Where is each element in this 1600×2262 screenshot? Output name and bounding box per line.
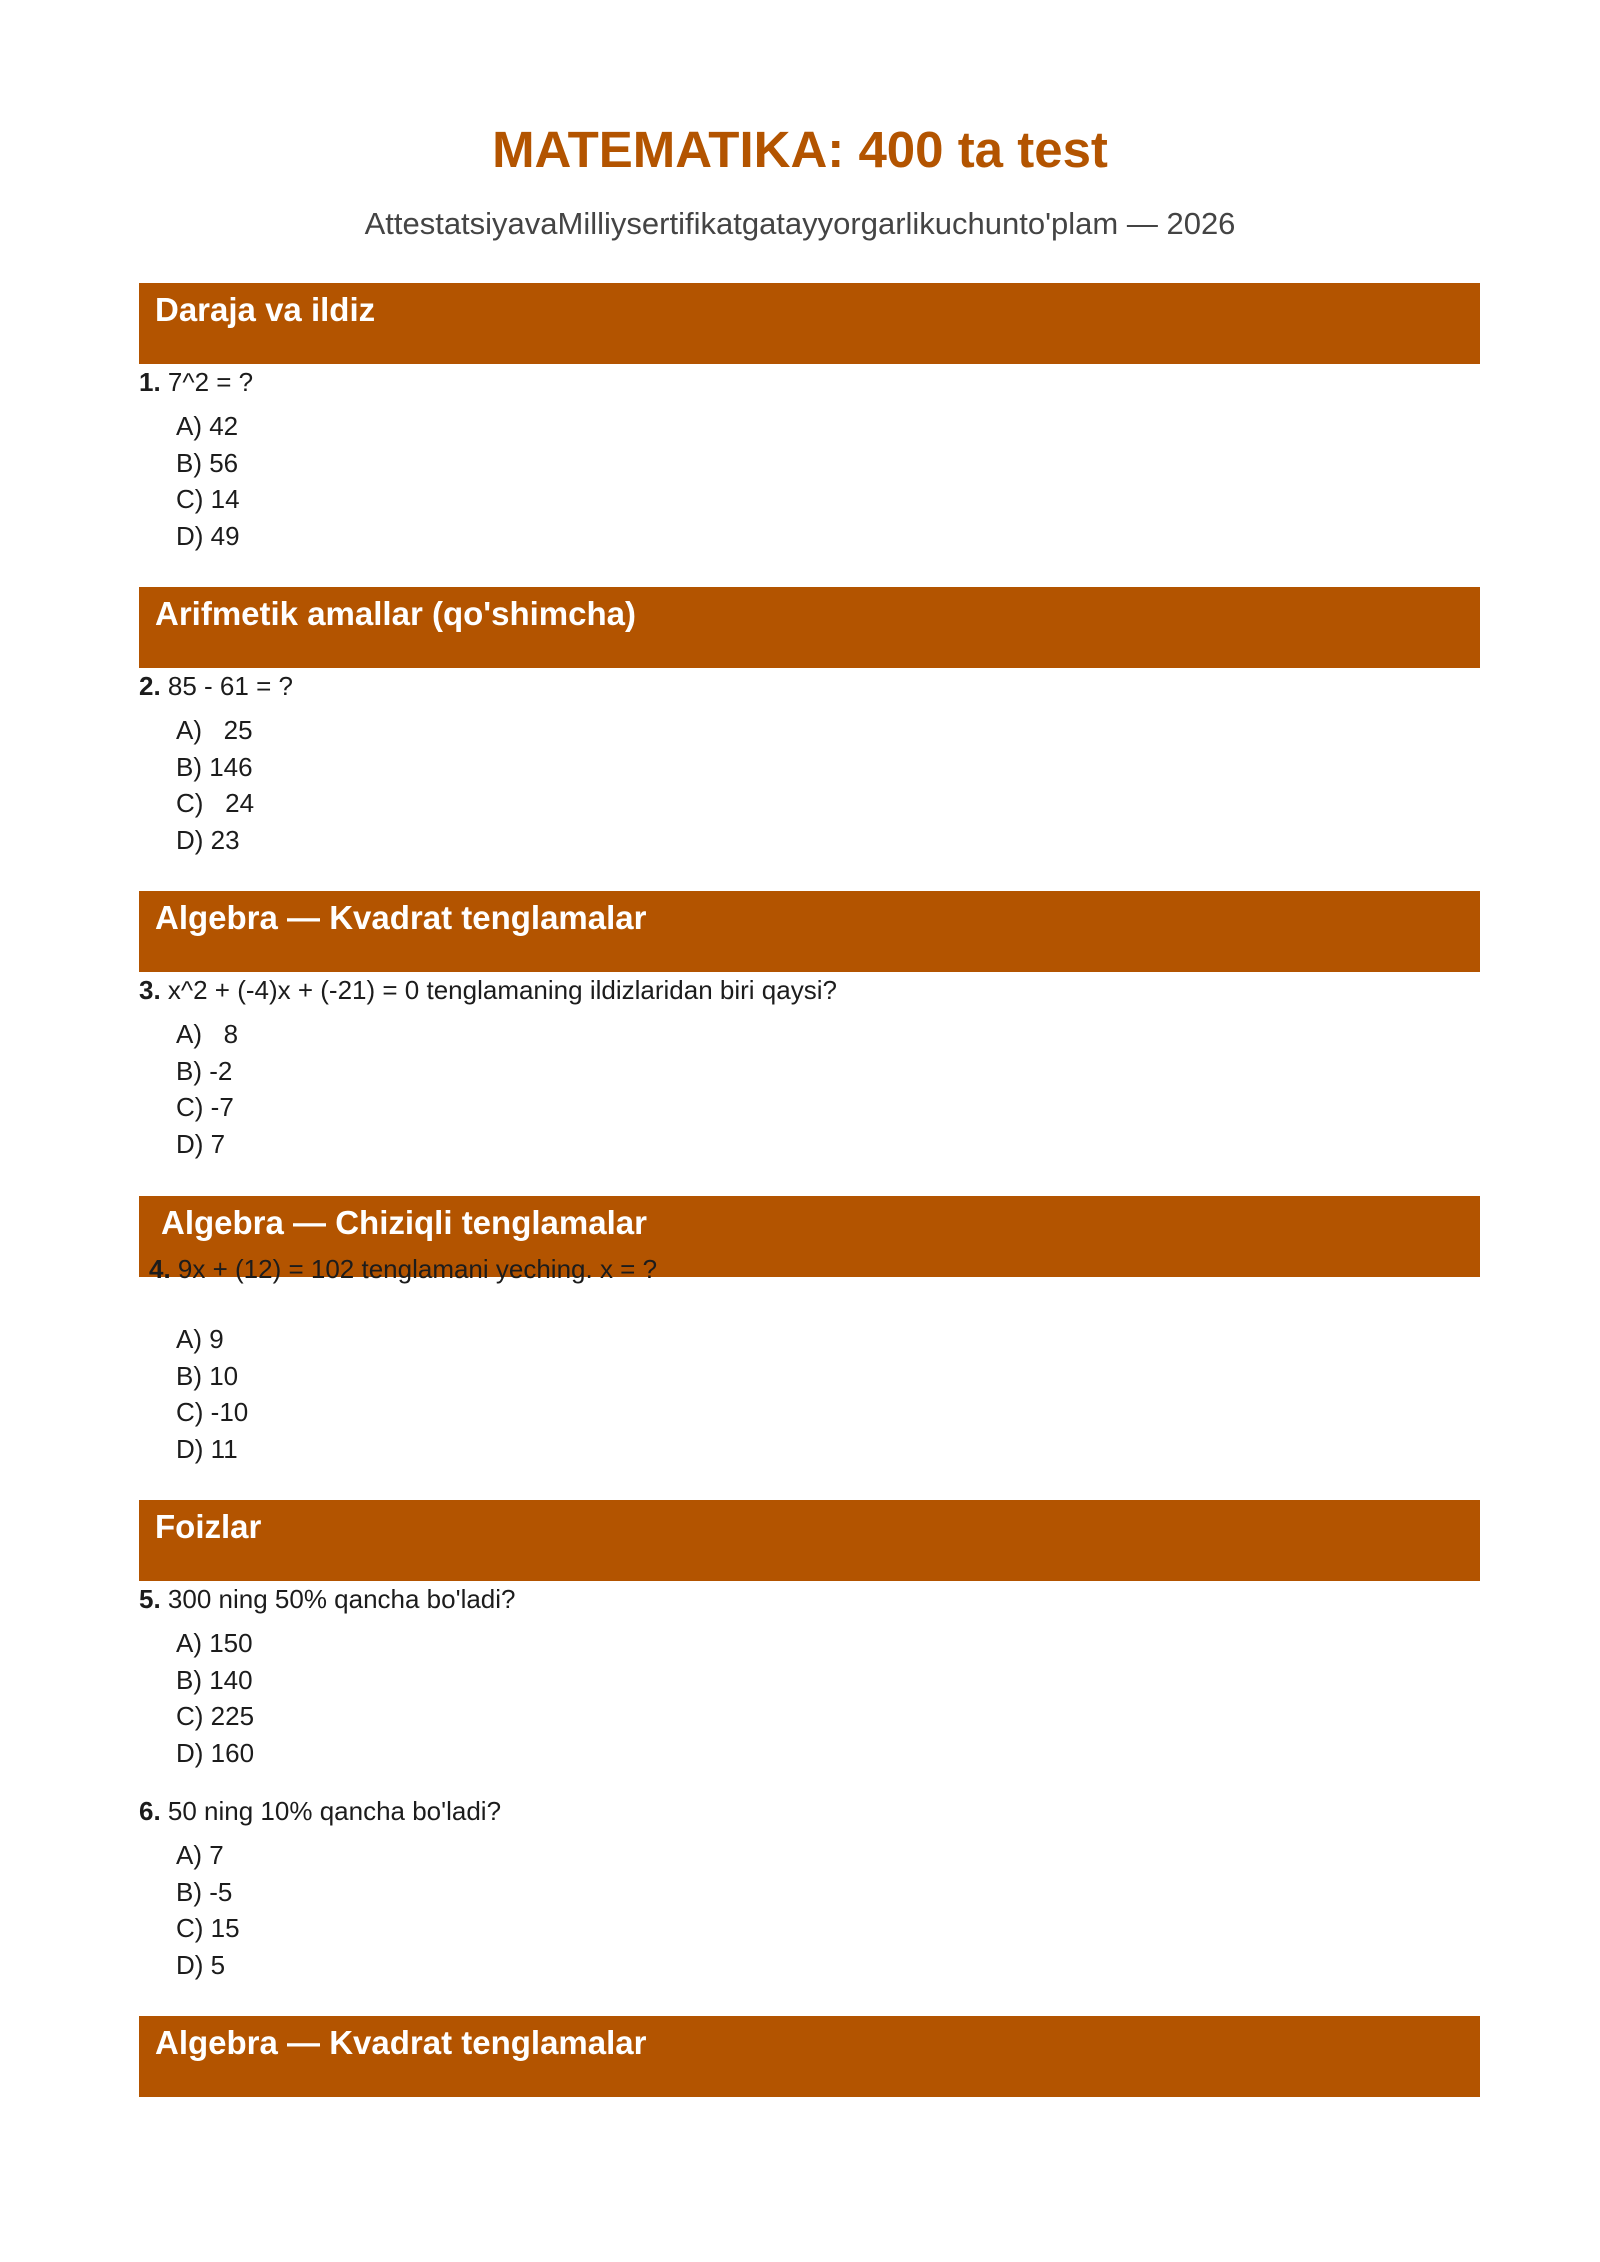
section-header-kvadrat-2: Algebra — Kvadrat tenglamalar — [139, 2016, 1480, 2097]
option-c[interactable]: C) -7 — [176, 1092, 234, 1122]
option-c[interactable]: C) 225 — [176, 1701, 255, 1731]
options-list-3 — [176, 1016, 238, 1162]
question-text: 50 ning 10% qancha bo'ladi? — [160, 1796, 502, 1826]
question-5 — [139, 1584, 516, 1614]
section-header-kvadrat: Algebra — Kvadrat tenglamalar — [139, 891, 1480, 972]
option-c[interactable]: C) -10 — [176, 1397, 249, 1427]
question-number: 5. — [139, 1584, 161, 1614]
question-2 — [139, 671, 293, 701]
question-1 — [139, 367, 253, 397]
option-d[interactable]: D) 23 — [176, 824, 240, 855]
option-b[interactable]: B) 140 — [176, 1664, 253, 1695]
section-header-chiziqli: Algebra — Chiziqli tenglamalar — [139, 1196, 1480, 1277]
option-d[interactable]: D) 7 — [176, 1128, 226, 1159]
option-c[interactable]: C) 24 — [176, 788, 255, 818]
question-6 — [139, 1796, 501, 1826]
options-list-5 — [176, 1625, 254, 1771]
option-a[interactable]: A) 7 — [176, 1840, 224, 1870]
option-a[interactable]: A) 42 — [176, 411, 239, 441]
question-number: 1. — [139, 367, 161, 397]
question-number: 2. — [139, 671, 161, 701]
question-text: 9x + (12) = 102 tenglamani yeching. x = ? — [170, 1254, 658, 1284]
options-list-2 — [176, 712, 254, 858]
question-text: x^2 + (-4)x + (-21) = 0 tenglamaning ildizlaridan biri qaysi? — [160, 975, 837, 1005]
page-title: MATEMATIKA: 400 ta test — [492, 121, 1108, 178]
option-a[interactable]: A) 8 — [176, 1019, 239, 1049]
options-list-6 — [176, 1837, 240, 1983]
question-number: 6. — [139, 1796, 161, 1826]
option-a[interactable]: A) 25 — [176, 715, 253, 745]
section-header-arifmetik: Arifmetik amallar (qo'shimcha) — [139, 587, 1480, 668]
option-b[interactable]: B) 10 — [176, 1360, 239, 1391]
question-3 — [139, 975, 837, 1005]
option-d[interactable]: D) 49 — [176, 520, 240, 551]
options-list-4 — [176, 1321, 248, 1467]
page-subtitle: AttestatsiyavaMilliysertifikatgatayyorgarlikuchunto'plam — 2026 — [364, 206, 1236, 241]
question-text: 300 ning 50% qancha bo'ladi? — [160, 1584, 516, 1614]
option-a[interactable]: A) 150 — [176, 1628, 253, 1658]
option-c[interactable]: C) 14 — [176, 484, 240, 514]
question-text: 85 - 61 = ? — [160, 671, 293, 701]
option-a[interactable]: A) 9 — [176, 1324, 224, 1354]
option-b[interactable]: B) 146 — [176, 751, 253, 782]
option-c[interactable]: C) 15 — [176, 1913, 240, 1943]
option-b[interactable]: B) -5 — [176, 1876, 233, 1907]
section-header-daraja: Daraja va ildiz — [139, 283, 1480, 364]
option-d[interactable]: D) 5 — [176, 1949, 226, 1980]
option-b[interactable]: B) -2 — [176, 1055, 233, 1086]
options-list-1 — [176, 408, 240, 554]
question-number: 3. — [139, 975, 161, 1005]
option-d[interactable]: D) 160 — [176, 1737, 255, 1768]
option-d[interactable]: D) 11 — [176, 1433, 238, 1464]
question-number: 4. — [149, 1254, 171, 1284]
question-text: 7^2 = ? — [160, 367, 254, 397]
question-4 — [149, 1254, 657, 1284]
option-b[interactable]: B) 56 — [176, 447, 239, 478]
section-header-foizlar: Foizlar — [139, 1500, 1480, 1581]
